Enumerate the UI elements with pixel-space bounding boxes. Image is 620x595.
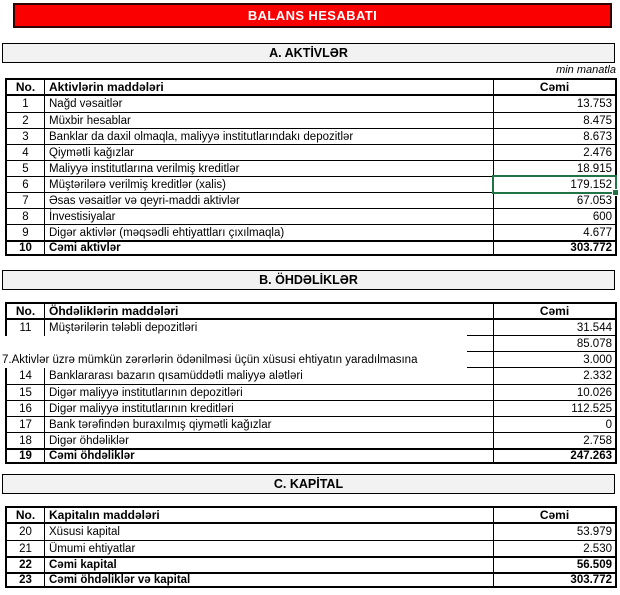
total-assets-row — [5, 240, 617, 256]
row-value-cell[interactable]: 56.509 — [493, 558, 615, 572]
capital-table — [5, 506, 617, 588]
table-row — [5, 224, 617, 240]
section-a-heading: A. AKTİVLƏR — [269, 46, 348, 60]
row-value-cell[interactable]: 8.475 — [493, 113, 615, 128]
row-number-cell[interactable]: 6 — [7, 177, 45, 192]
row-value-cell[interactable]: 303.772 — [493, 242, 615, 254]
report-title-bar — [13, 3, 612, 28]
row-number-cell[interactable]: 9 — [7, 225, 45, 240]
row-value-cell[interactable]: 112.525 — [493, 401, 615, 416]
row-label-cell[interactable]: Digər aktivlər (məqsədli ehtiyattları çıxılmaqla) — [49, 226, 285, 239]
row-label-cell[interactable]: Digər maliyyə institutlarının depozitləri — [49, 386, 243, 399]
row-label-cell[interactable]: Müxbir hesablar — [49, 114, 131, 127]
row-value-cell[interactable]: 2.530 — [493, 541, 615, 556]
row-label-cell[interactable]: Qiymətli kağızlar — [49, 146, 134, 159]
table-row — [5, 192, 617, 208]
table-row — [5, 368, 617, 384]
table-row — [5, 524, 617, 540]
row-label-cell[interactable]: Cəmi aktivlər — [49, 242, 121, 254]
row-value-cell[interactable]: 0 — [493, 417, 615, 432]
row-value-cell[interactable]: 247.263 — [493, 450, 615, 462]
row-label-cell[interactable]: Nağd vəsaitlər — [49, 98, 123, 110]
col-header-items: Öhdəliklərin maddələri — [49, 304, 179, 318]
section-a-header — [2, 43, 615, 63]
col-header-no: No. — [7, 508, 45, 522]
table-row — [5, 320, 617, 336]
row-number-cell[interactable]: 21 — [7, 541, 45, 556]
row-value-cell[interactable]: 3.000 — [493, 352, 615, 368]
row-value-cell[interactable]: 2.758 — [493, 433, 615, 448]
row-label-cell[interactable]: Cəmi öhdəliklər və kapital — [49, 574, 191, 586]
liabilities-header-row — [5, 302, 617, 320]
col-header-items: Aktivlərin maddələri — [49, 80, 164, 94]
row-number-cell[interactable]: 11 — [7, 320, 45, 336]
table-row — [5, 144, 617, 160]
liabilities-table — [2, 302, 617, 464]
row-value-cell[interactable]: 600 — [493, 209, 615, 224]
row-label-cell[interactable]: İnvestisiyalar — [49, 210, 116, 223]
row-number-cell[interactable]: 18 — [7, 433, 45, 448]
col-header-total: Cəmi — [493, 508, 615, 522]
row-label-cell[interactable]: Xüsusi kapital — [49, 526, 120, 538]
row-value-cell[interactable]: 10.026 — [493, 385, 615, 400]
row-number-cell[interactable]: 1 — [7, 96, 45, 112]
row-number-cell[interactable]: 2 — [7, 113, 45, 128]
row-label-cell[interactable]: Banklararası bazarın qısamüddətli maliyyə alətləri — [49, 370, 303, 382]
row-value-cell[interactable]: 18.915 — [493, 161, 615, 176]
row-number-cell[interactable]: 15 — [7, 385, 45, 400]
row-number-cell[interactable]: 8 — [7, 209, 45, 224]
row-number-cell[interactable]: 5 — [7, 161, 45, 176]
total-liabilities-row — [5, 448, 617, 464]
selected-cell[interactable]: 179.152 — [493, 177, 615, 192]
table-row-overflow — [2, 352, 617, 368]
row-number-cell[interactable]: 17 — [7, 417, 45, 432]
row-value-cell[interactable]: 67.053 — [493, 193, 615, 208]
table-row — [5, 432, 617, 448]
row-label-cell[interactable]: Maliyyə institutlarına verilmiş kreditlər — [49, 162, 240, 175]
row-value-cell[interactable]: 13.753 — [493, 96, 615, 112]
row-number-cell[interactable]: 16 — [7, 401, 45, 416]
row-number-cell[interactable]: 4 — [7, 145, 45, 160]
row-value-cell[interactable]: 2.476 — [493, 145, 615, 160]
col-header-items: Kapitalın maddələri — [49, 508, 160, 522]
table-row — [5, 112, 617, 128]
row-label-cell[interactable]: Cəmi öhdəliklər — [49, 450, 135, 462]
section-c-header — [2, 474, 615, 494]
row-label-cell[interactable]: Ümumi ehtiyatlar — [49, 542, 136, 555]
report-title: BALANS HESABATI — [247, 8, 378, 23]
row-value-cell[interactable]: 8.673 — [493, 129, 615, 144]
row-label-cell[interactable]: 7.Aktivlər üzrə mümkün zərərlərin ödənilməsi üçün xüsusi ehtiyatın yaradılmasına — [2, 354, 418, 366]
row-label-cell[interactable]: Bank tərəfindən buraxılmış qiymətli kağızlar — [49, 418, 272, 431]
row-number-cell[interactable]: 10 — [7, 242, 45, 254]
row-label-cell[interactable]: Digər maliyyə institutlarının kreditləri — [49, 402, 234, 415]
row-value-cell[interactable]: 53.979 — [493, 524, 615, 540]
table-row — [5, 416, 617, 432]
row-number-cell[interactable]: 14 — [7, 368, 45, 384]
table-row — [5, 400, 617, 416]
assets-header-row — [5, 78, 617, 96]
row-number-cell[interactable]: 7 — [7, 193, 45, 208]
col-header-total: Cəmi — [493, 80, 615, 94]
section-c-heading: C. KAPİTAL — [273, 477, 344, 491]
table-row — [5, 96, 617, 112]
row-value-cell[interactable]: 31.544 — [493, 320, 615, 336]
col-header-no: No. — [7, 80, 45, 94]
row-number-cell[interactable] — [5, 336, 43, 352]
table-row-unframed — [5, 336, 617, 352]
row-label-cell[interactable]: Əsas vəsaitlər və qeyri-maddi aktivlər — [49, 194, 240, 207]
table-row — [5, 208, 617, 224]
row-label-cell[interactable]: Müştərilərə verilmiş kreditlər (xalis) — [49, 178, 226, 191]
section-b-header — [2, 270, 615, 290]
table-row — [5, 540, 617, 556]
row-number-cell[interactable]: 19 — [7, 450, 45, 462]
row-label-cell[interactable]: Müştərilərin tələbli depozitləri — [49, 322, 198, 334]
row-label-cell[interactable]: Cəmi kapital — [49, 559, 117, 571]
row-value-cell[interactable]: 303.772 — [493, 574, 615, 586]
col-header-no: No. — [7, 304, 45, 318]
table-row — [5, 384, 617, 400]
row-number-cell[interactable]: 20 — [7, 524, 45, 540]
assets-table — [5, 78, 617, 256]
col-header-total: Cəmi — [493, 304, 615, 318]
row-label-cell[interactable]: Digər öhdəliklər — [49, 434, 129, 447]
section-b-heading: B. ÖHDƏLİKLƏR — [259, 273, 358, 287]
row-value-cell[interactable]: 4.677 — [493, 225, 615, 240]
total-capital-row — [5, 556, 617, 572]
table-row-selected — [5, 176, 617, 192]
row-number-cell[interactable]: 23 — [7, 574, 45, 586]
row-value-cell[interactable]: 85.078 — [493, 336, 615, 352]
row-number-cell[interactable]: 3 — [7, 129, 45, 144]
unit-note: min manatla — [556, 64, 616, 76]
table-row — [5, 160, 617, 176]
row-value-cell[interactable]: 2.332 — [493, 368, 615, 384]
capital-header-row — [5, 506, 617, 524]
row-number-cell[interactable]: 22 — [7, 558, 45, 572]
total-liabilities-capital-row — [5, 572, 617, 588]
table-row — [5, 128, 617, 144]
row-label-cell[interactable]: Banklar da daxil olmaqla, maliyyə institutlarındakı depozitlər — [49, 130, 354, 143]
